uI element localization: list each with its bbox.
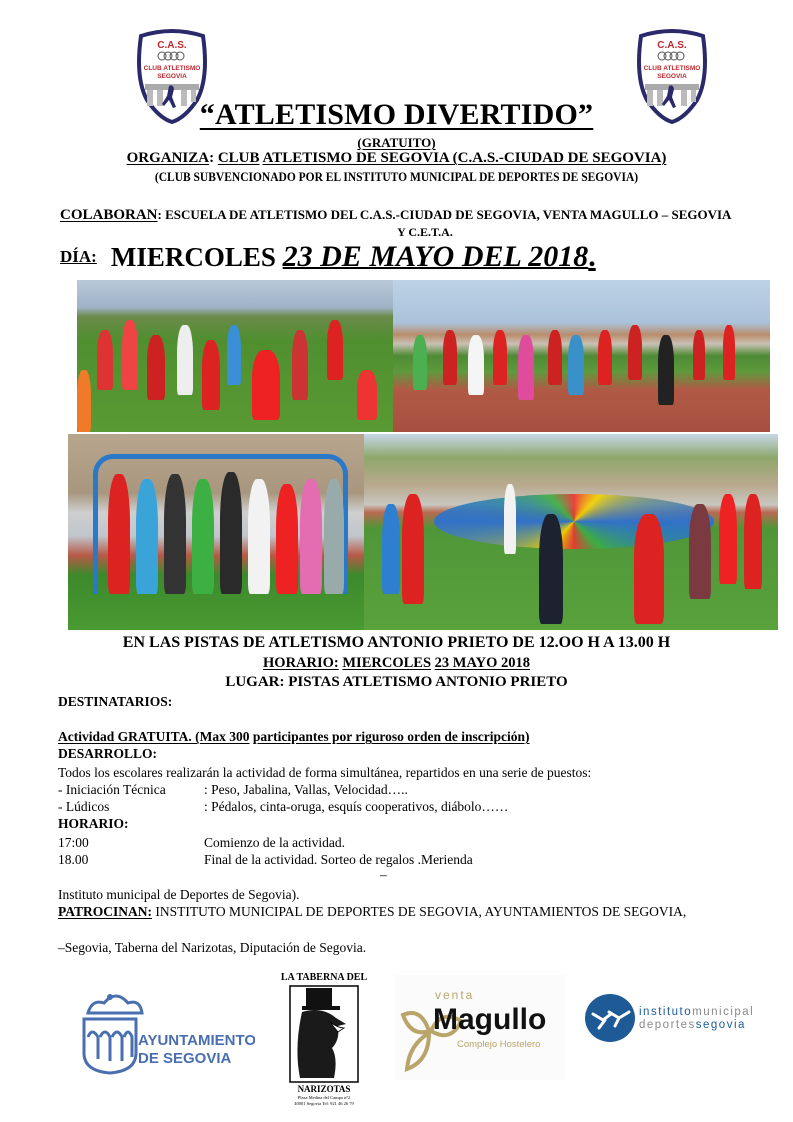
desarrollo-heading: DESARROLLO: [58,746,158,761]
taberna-narizotas-logo [272,966,377,1106]
instituto-line: Instituto municipal de Deportes de Segovia). [58,887,300,902]
schedule-row: 17:00 Comienzo de la actividad. [58,835,345,850]
svg-text:LA TABERNA DEL: LA TABERNA DEL [280,972,368,983]
svg-text:Plaza Medina del Campo nº2: Plaza Medina del Campo nº2 [297,1095,351,1100]
subvencion-note: (CLUB SUBVENCIONADO POR EL INSTITUTO MUNICIPAL DE DEPORTES DE SEGOVIA) [154,170,639,184]
venta-magullo-logo [395,975,565,1080]
destinatarios-heading: DESTINATARIOS: [58,694,173,709]
svg-text:venta: venta [435,988,475,1002]
svg-text:CLUB ATLETISMO: CLUB ATLETISMO [643,65,701,72]
puesto-row: - Lúdicos : Pédalos, cinta-oruga, esquís cooperativos, diábolo…… [58,799,509,814]
photo-group-on-track [393,280,770,432]
svg-text:deportessegovia: deportessegovia [639,1019,746,1031]
svg-text:AYUNTAMIENTO: AYUNTAMIENTO [138,1032,255,1049]
photo-kids-on-grass [77,280,393,432]
narizotas-caricature-icon [272,966,377,1106]
organiza-line: ORGANIZA: CLUB ATLETISMO DE SEGOVIA (C.A.S.-CIUDAD DE SEGOVIA) [126,150,667,166]
puesto-row: - Iniciación Técnica : Peso, Jabalina, Vallas, Velocidad….. [58,782,408,797]
photo-parachute-game [364,434,778,630]
svg-text:CLUB ATLETISMO: CLUB ATLETISMO [143,65,201,72]
svg-text:Complejo Hostelero: Complejo Hostelero [457,1039,541,1050]
location-time-line: EN LAS PISTAS DE ATLETISMO ANTONIO PRIETO DE 12.OO H A 13.00 H [122,634,671,651]
instituto-municipal-deportes-logo [585,990,780,1045]
svg-text:C.A.S.: C.A.S. [157,40,187,51]
horario-heading: HORARIO: [58,816,129,831]
free-subtitle: (GRATUITO) [357,135,436,150]
ayuntamiento-logo [80,985,255,1075]
coat-of-arms-icon [80,985,255,1075]
svg-text:Magullo: Magullo [433,1003,547,1036]
schedule-row: 18.00 Final de la actividad. Sorteo de regalos .Merienda [58,852,473,867]
svg-text:C.A.S.: C.A.S. [657,40,687,51]
patrocinan-line: PATROCINAN: INSTITUTO MUNICIPAL DE DEPORTES DE SEGOVIA, AYUNTAMIENTOS DE SEGOVIA, [58,904,687,919]
horario-line: HORARIO: MIERCOLES 23 MAYO 2018 [263,655,530,671]
patrocinan-label: PATROCINAN: [58,904,152,919]
event-date: DÍA: MIERCOLES 23 DE MAYO DEL 2018. [60,240,596,273]
svg-text:SEGOVIA: SEGOVIA [657,73,687,80]
svg-text:NARIZOTAS: NARIZOTAS [297,1084,351,1094]
svg-text:DE SEGOVIA: DE SEGOVIA [138,1050,232,1067]
svg-text:40001 Segovia Tel: 921 46 26 7: 40001 Segovia Tel: 921 46 26 79 [294,1101,354,1106]
page-title: “ATLETISMO DIVERTIDO” [199,98,594,131]
trefoil-icon [395,975,565,1080]
photo-cooperative-tunnel [68,434,364,630]
desarrollo-text: Todos los escolares realizarán la actividad de forma simultánea, repartidos en una serie de puestos: [58,765,592,780]
svg-text:institutomunicipal: institutomunicipal [639,1006,755,1018]
lugar-line: LUGAR: PISTAS ATLETISMO ANTONIO PRIETO [225,674,568,690]
dia-label: DÍA: [60,247,97,266]
dash-mark: – [380,867,387,882]
svg-text:SEGOVIA: SEGOVIA [157,73,187,80]
colaboran-label: COLABORAN [60,207,158,223]
colaboran-line: COLABORAN: ESCUELA DE ATLETISMO DEL C.A.S.-CIUDAD DE SEGOVIA, VENTA MAGULLO – SEGOVIA Y C.E.T.A. [60,207,732,239]
actividad-line: Actividad GRATUITA. (Max 300 participantes por riguroso orden de inscripción) [58,729,530,744]
imd-athletes-icon [585,990,780,1045]
sponsors-line: –Segovia, Taberna del Narizotas, Diputación de Segovia. [58,940,367,955]
organiza-label: ORGANIZA [126,150,210,166]
